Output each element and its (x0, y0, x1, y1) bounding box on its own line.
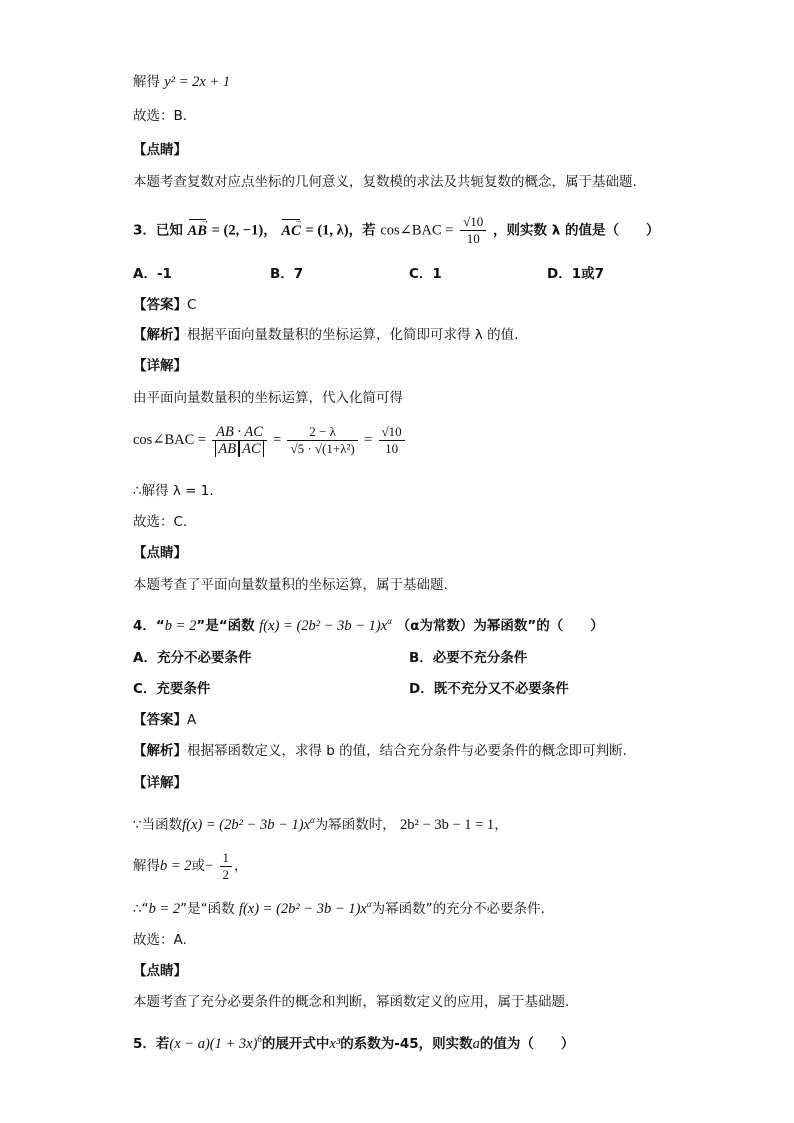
fraction-denominator (212, 441, 266, 457)
section-heading: 【点睛】 (133, 142, 187, 158)
text: ”是“函数 (180, 901, 235, 917)
text: ，若 (348, 222, 376, 239)
detail-text: 由平面向量数量积的坐标运算，代入化简可得 (133, 390, 403, 406)
text: 为幂函数时， (314, 817, 396, 833)
solution-line (133, 72, 230, 92)
option-c: C．1 (409, 266, 442, 282)
comment-text: 本题考查复数对应点坐标的几何意义，复数模的求法及共轭复数的概念，属于基础题. (133, 174, 637, 190)
option-d: D．既不充分又不必要条件 (409, 681, 569, 697)
option-a: A．-1 (133, 266, 172, 282)
comment-text: 本题考查了平面向量数量积的坐标运算，属于基础题. (133, 577, 448, 593)
fraction-expanded (287, 424, 357, 457)
solution-line: ∴解得 λ = 1. (133, 483, 214, 499)
answer-choice-line: 故选：B. (133, 108, 188, 124)
text: 为幂函数”的充分不必要条件. (371, 901, 545, 917)
answer-choice-line: 故选：A. (133, 932, 187, 948)
option-b: B．7 (270, 266, 304, 282)
cos-equation: cos∠BAC = $\frac{AB \cdot AC}{\text{AB AC}}$ = $\frac{2 - \lambda}{\text{√5 · √(1+λ²)}}$ = $\frac{√10}{10}$ (133, 420, 407, 460)
option-c: C．充要条件 (133, 681, 211, 697)
answer-line (133, 710, 196, 730)
math: b = 2 (160, 858, 192, 874)
exponent: α (366, 899, 372, 909)
section-heading: 【点睛】 (133, 963, 187, 979)
fraction-numerator: AB · AC (212, 424, 266, 441)
function-expression: f(x) = (2b² − 3b − 1)x (259, 618, 388, 634)
question-4 (133, 611, 604, 636)
answer-value: C (187, 297, 197, 313)
exponent: α (310, 815, 315, 825)
fraction-numerator: 1 (220, 850, 233, 867)
analysis-line (133, 325, 518, 345)
fraction (460, 214, 486, 247)
option-a: A．充分不必要条件 (133, 650, 252, 666)
math (182, 817, 315, 833)
text: ， (263, 222, 277, 239)
text: ∵当函数 (133, 817, 183, 833)
abs-ac: AC (239, 441, 264, 457)
fraction-denominator: 10 (466, 231, 480, 246)
exponent: 6 (257, 1034, 262, 1044)
expression: (x − a)(1 + 3x) (169, 1036, 258, 1052)
fraction-numerator: √10 (460, 214, 486, 231)
section-heading: 【点睛】 (133, 545, 187, 561)
math (259, 618, 392, 634)
question-number: 5．若 (133, 1036, 170, 1052)
answer-tag: 【答案】 (133, 297, 187, 313)
math (169, 1036, 262, 1052)
text: 的系数为-45，则实数 (340, 1036, 473, 1052)
text: （α为常数）为幂函数”的（ ） (396, 618, 604, 634)
text: ∴“ (133, 901, 149, 917)
fraction-half (220, 850, 233, 883)
question-number: 3．已知 (133, 222, 183, 239)
fraction-numerator: 2 − λ (287, 424, 357, 441)
answer-line (133, 295, 196, 315)
function-expression: f(x) = (2b² − 3b − 1)x (238, 901, 367, 917)
question-5 (133, 1029, 574, 1054)
text: 或 (191, 858, 206, 874)
math: x³ (329, 1036, 341, 1052)
text: ， (494, 817, 508, 833)
abs-ab: AB (215, 441, 239, 457)
detail-line-2 (133, 848, 248, 884)
analysis-text: 根据平面向量数量积的坐标运算，化简即可求得 λ 的值. (187, 327, 519, 343)
vector-ac-value: = (1, λ) (305, 222, 349, 239)
fraction-dot-product (212, 424, 266, 457)
analysis-text: 根据幂函数定义，求得 b 的值，结合充分条件与必要条件的概念即可判断. (187, 743, 627, 759)
equation: y² = 2x + 1 (164, 74, 231, 90)
fraction-result (379, 424, 405, 457)
exponent: α (387, 616, 392, 626)
cos-expression: cos∠BAC = (380, 222, 454, 239)
analysis-line (133, 741, 627, 761)
text: 的值为（ ） (479, 1036, 575, 1052)
detail-line-1 (133, 810, 508, 835)
vector-ac: AC → (281, 221, 300, 241)
fraction-denominator: 2 (222, 866, 230, 882)
vector-ab-value: = (2, −1) (211, 222, 264, 239)
minus-sign: − (205, 858, 214, 874)
option-b: B．必要不充分条件 (409, 650, 528, 666)
text: 4．“ (133, 618, 165, 634)
equation-lhs: cos∠BAC = (133, 432, 207, 448)
fraction-denominator: 10 (385, 440, 399, 456)
math: b = 2 (148, 901, 181, 917)
detail-heading: 【详解】 (133, 358, 187, 374)
question-3 (133, 214, 659, 247)
analysis-tag: 【解析】 (133, 327, 187, 343)
answer-choice-line: 故选：C. (133, 514, 188, 530)
text: ，则实数 λ 的值是（ ） (493, 222, 660, 239)
text: 的展开式中 (261, 1036, 330, 1052)
text: ”是“函数 (196, 618, 255, 634)
detail-line-3 (133, 894, 545, 919)
analysis-tag: 【解析】 (133, 743, 187, 759)
math: a (472, 1036, 480, 1052)
math: b = 2 (164, 618, 197, 634)
answer-value: A (187, 712, 197, 728)
option-d: D．1或7 (547, 266, 604, 282)
fraction-numerator: √10 (379, 424, 405, 441)
detail-heading: 【详解】 (133, 775, 187, 791)
comment-text: 本题考查了充分必要条件的概念和判断，幂函数定义的应用，属于基础题. (133, 994, 570, 1010)
fraction-denominator: √5 · √(1+λ²) (290, 440, 355, 456)
function-expression: f(x) = (2b² − 3b − 1)x (182, 817, 311, 833)
math (239, 901, 372, 917)
text: 解得 (133, 858, 160, 874)
vector-ab: AB → (188, 221, 207, 241)
text: 解得 (133, 74, 160, 90)
equation: 2b² − 3b − 1 = 1 (400, 817, 495, 833)
answer-tag: 【答案】 (133, 712, 187, 728)
text: ， (234, 858, 248, 874)
